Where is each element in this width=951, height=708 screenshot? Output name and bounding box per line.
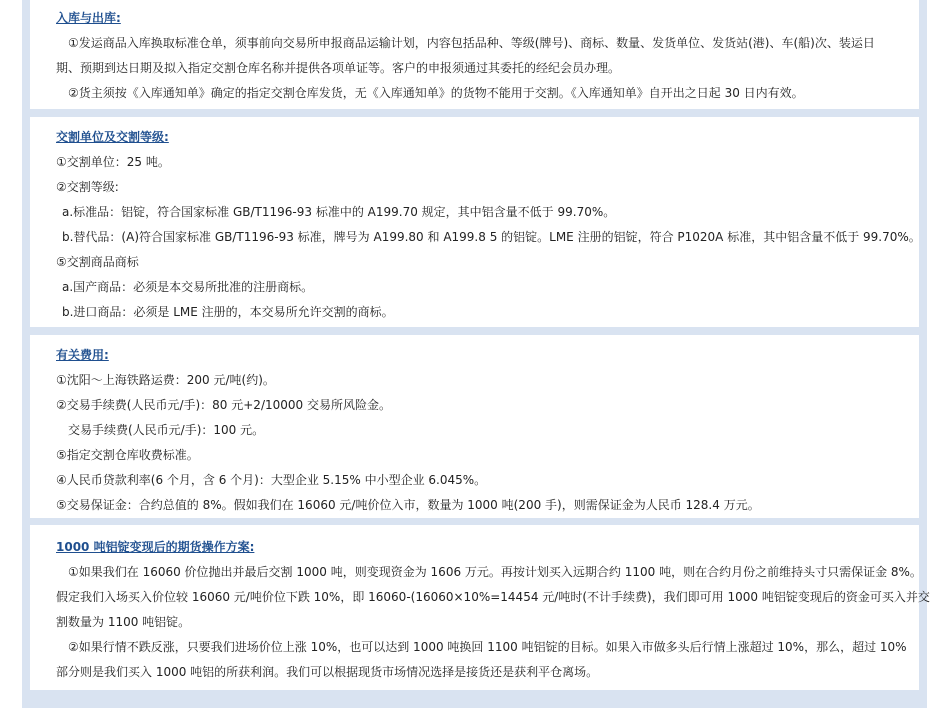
paragraph-line: ④人民币贷款利率(6 个月，含 6 个月)：大型企业 5.15% 中小型企业 6.045%。: [56, 473, 487, 487]
paragraph-line: ⑤交割商品商标: [56, 255, 139, 269]
paragraph-line: 部分则是我们买入 1000 吨铝的所获利润。我们可以根据现货市场情况选择是接货还是获利平仓离场。: [56, 665, 599, 679]
section-delivery-unit-grade: [30, 117, 919, 327]
section-title: 1000 吨铝锭变现后的期货操作方案:: [56, 540, 255, 554]
paragraph-line: ②交割等级:: [56, 180, 119, 194]
paragraph-line: a.国产商品：必须是本交易所批准的注册商标。: [62, 280, 314, 294]
paragraph-line: b.进口商品：必须是 LME 注册的，本交易所允许交割的商标。: [62, 305, 394, 319]
section-warehousing: [30, 0, 919, 109]
paragraph-line: ②如果行情不跌反涨，只要我们进场价位上涨 10%，也可以达到 1000 吨换回 1100 吨铝锭的目标。如果入市做多头后行情上涨超过 10%，那么，超过 10%: [68, 640, 907, 654]
paragraph-line: ⑤指定交割仓库收费标准。: [56, 448, 199, 462]
paragraph-line: ②货主须按《入库通知单》确定的指定交割仓库发货，无《入库通知单》的货物不能用于交割。《入库通知单》自开出之日起 30 日内有效。: [68, 86, 804, 100]
paragraph-line: a.标准品：铝锭，符合国家标准 GB/T1196-93 标准中的 A199.70 规定，其中铝含量不低于 99.70%。: [62, 205, 616, 219]
section-title: 入库与出库:: [56, 11, 121, 25]
paragraph-line: b.替代品：(A)符合国家标准 GB/T1196-93 标准，牌号为 A199.80 和 A199.8 5 的铝锭。LME 注册的铝锭，符合 P1020A 标准，其中铝含量不低于 99.70%。: [62, 230, 921, 244]
paragraph-line: ⑤交易保证金：合约总值的 8%。假如我们在 16060 元/吨价位入市，数量为 1000 吨(200 手)，则需保证金为人民币 128.4 万元。: [56, 498, 760, 512]
paragraph-line: ②交易手续费(人民币元/手)：80 元+2/10000 交易所风险金。: [56, 398, 391, 412]
paragraph-line: ①如果我们在 16060 价位抛出并最后交割 1000 吨，则变现资金为 1606 万元。再按计划买入远期合约 1100 吨，则在合约月份之前维持头寸只需保证金 8%。: [68, 565, 922, 579]
paragraph-line: ①发运商品入库换取标准仓单，须事前向交易所申报商品运输计划，内容包括品种、等级(牌号)、商标、数量、发货单位、发货站(港)、车(船)次、装运日: [68, 36, 875, 50]
section-futures-plan: [30, 525, 930, 690]
paragraph-line: 期、预期到达日期及拟入指定交割仓库名称并提供各项单证等。客户的申报须通过其委托的经纪会员办理。: [56, 61, 621, 75]
section-title: 有关费用:: [56, 348, 109, 362]
paragraph-line: 割数量为 1100 吨铝锭。: [56, 615, 191, 629]
content-frame: [22, 0, 930, 708]
paragraph-line: 交易手续费(人民币元/手)：100 元。: [68, 423, 265, 437]
paragraph-line: 假定我们入场买入价位较 16060 元/吨价位下跌 10%，即 16060-(16060×10%=14454 元/吨时(不计手续费)，我们即可用 1000 吨铝锭变现后的资金可买入并交: [56, 590, 930, 604]
section-title: 交割单位及交割等级:: [56, 130, 169, 144]
paragraph-line: ①沈阳～上海铁路运费：200 元/吨(约)。: [56, 373, 275, 387]
paragraph-line: ①交割单位：25 吨。: [56, 155, 170, 169]
section-fees: [30, 335, 919, 518]
